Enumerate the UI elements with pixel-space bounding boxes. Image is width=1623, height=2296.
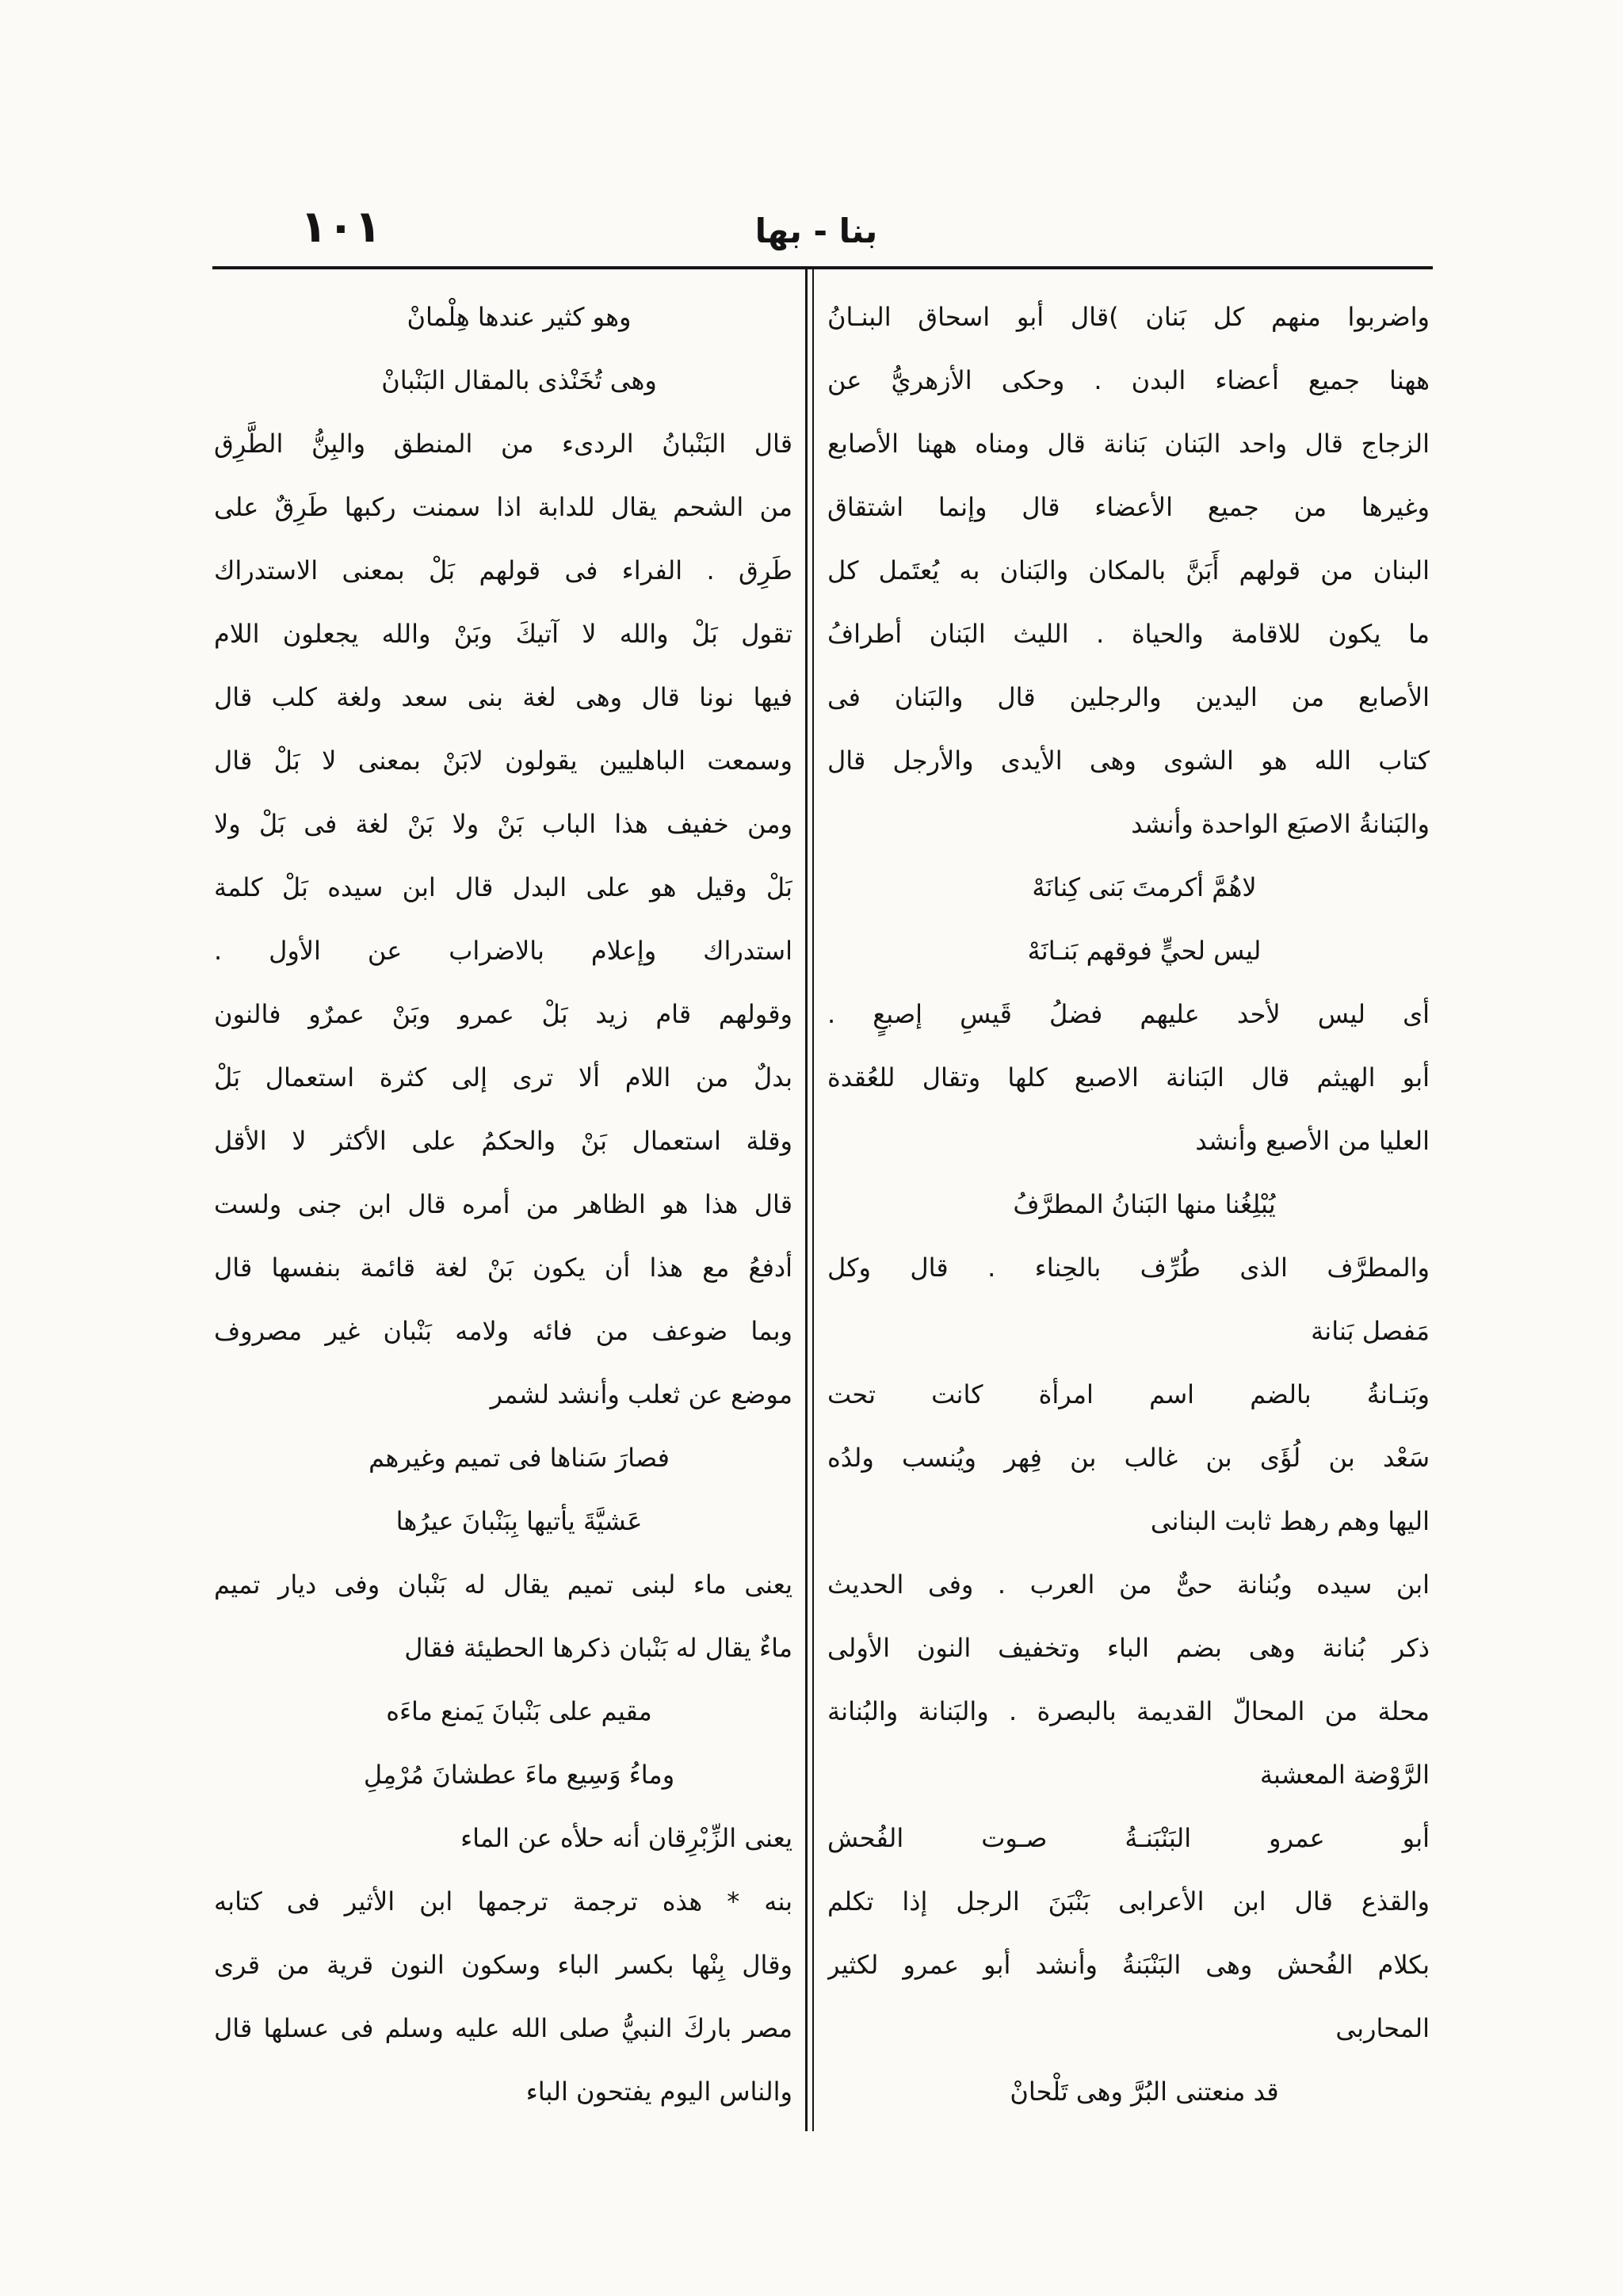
text-line: ذكر بُنانة وهى بضم الباء وتخفيف النون الأولى [827, 1633, 1430, 1663]
text-line: ابن سيده وبُنانة حىٌّ من العرب . وفى الحديث [827, 1569, 1430, 1600]
text-line: اليها وهم رهط ثابت البنانى [1150, 1506, 1430, 1536]
text-line: وغيرها من جميع الأعضاء قال وإنما اشتقاق [827, 492, 1430, 522]
text-line: والقذع قال ابن الأعرابى بَنْبَنَ الرجل إذا تكلم [827, 1886, 1430, 1917]
text-line: وقال بِنْها بكسر الباء وسكون النون قرية من قرى [214, 1950, 792, 1980]
verse-line: ليس لحيٍّ فوقهم بَنـانَهْ [1027, 936, 1262, 966]
text-line: ههنا جميع أعضاء البدن . وحكى الأزهريُّ عن [827, 365, 1430, 395]
text-line: يعنى ماء لبنى تميم يقال له بَنْبان وفى ديار تميم [214, 1569, 792, 1600]
verse-line: يُبْلِغُنا منها البَنانُ المطرَّفُ [1013, 1189, 1276, 1219]
text-line: البنان من قولهم أَبَنَّ بالمكان والبَنان به يُعتَمل كل [827, 555, 1430, 585]
verse-line: لاهُمَّ أكرمتَ بَنى كِنانَهْ [1032, 872, 1257, 902]
text-line: يعنى الزِّبْرِقان أنه حلأه عن الماء [460, 1823, 792, 1853]
text-line: موضع عن ثعلب وأنشد لشمر [490, 1379, 792, 1409]
verse-line: وهى تُخَنْذى بالمقال البَنْبانْ [381, 365, 657, 395]
text-line: استدراك وإعلام بالاضراب عن الأول . [214, 936, 792, 966]
text-line: سَعْد بن لُؤَى بن غالب بن فِهر ويُنسب ولدُه [827, 1443, 1430, 1473]
verse-line: قد منعتنى البُرَّ وهى تَلْحانْ [1010, 2077, 1279, 2107]
text-line: وبَنـانةُ بالضم اسم امرأة كانت تحت [827, 1379, 1430, 1409]
text-line: وقلة استعمال بَنْ والحكمُ على الأكثر لا الأقل [214, 1126, 792, 1156]
right-column [827, 285, 1430, 2131]
text-line: العليا من الأصبع وأنشد [1195, 1126, 1430, 1156]
text-line: واضربوا منهم كل بَنان )قال أبو اسحاق البنـانُ [827, 302, 1430, 332]
text-line: الأصابع من اليدين والرجلين قال والبَنان فى [827, 682, 1430, 712]
text-line: بدلٌ من اللام ألا ترى إلى كثرة استعمال بَلْ [214, 1062, 792, 1093]
text-line: أبو عمرو البَنْبَنـةُ صـوت الفُحش [827, 1823, 1430, 1853]
text-line: والبَنانةُ الاصبَع الواحدة وأنشد [1131, 809, 1430, 839]
text-line: قال هذا هو الظاهر من أمره قال ابن جنى ولست [214, 1189, 792, 1219]
verse-line: مقيم على بَنْبانَ يَمنع ماءَه [386, 1696, 652, 1726]
text-line: ومن خفيف هذا الباب بَنْ ولا بَنْ لغة فى بَلْ ولا [214, 809, 792, 839]
text-line: قال البَنْبانُ الردىء من المنطق والبِنُّ الطَّرِق [214, 429, 792, 459]
text-line: أبو الهيثم قال البَنانة الاصبع كلها وتقال للعُقدة [827, 1062, 1430, 1093]
verse-line: وهو كثير عندها هِلْمانْ [407, 302, 632, 332]
text-line: وبما ضوعف من فائه ولامه بَنْبان غير مصروف [214, 1316, 792, 1346]
text-line: وسمعت الباهليين يقولون لابَنْ بمعنى لا بَلْ قال [214, 746, 792, 776]
text-line: تقول بَلْ والله لا آتيكَ وبَنْ والله يجعلون اللام [214, 619, 792, 649]
text-line: طَرِق . الفراء فى قولهم بَلْ بمعنى الاستدراك [214, 555, 792, 585]
text-line: كتاب الله هو الشوى وهى الأيدى والأرجل قال [827, 746, 1430, 776]
text-line: مَفصل بَنانة [1311, 1316, 1430, 1346]
left-column [214, 285, 792, 2131]
text-line: ما يكون للاقامة والحياة . الليث البَنان أطرافُ [827, 619, 1430, 649]
text-line: المحاربى [1335, 2013, 1430, 2043]
text-line: بنه * هذه ترجمة ترجمها ابن الأثير فى كتابه [214, 1886, 792, 1917]
text-line: الزجاج قال واحد البَنان بَنانة قال ومناه ههنا الأصابع [827, 429, 1430, 459]
page-number: ١٠١ [300, 201, 382, 253]
text-line: أى ليس لأحد عليهم فضلُ قَيسِ إصبعٍ . [827, 999, 1430, 1029]
column-divider [805, 269, 814, 2131]
text-line: الرَّوْضة المعشبة [1259, 1760, 1430, 1790]
text-line: مصر باركَ النبيُّ صلى الله عليه وسلم فى عسلها قال [214, 2013, 792, 2043]
header-rule [212, 266, 1433, 269]
text-line: فيها نونا قال وهى لغة بنى سعد ولغة كلب قال [214, 682, 792, 712]
text-line: بكلام الفُحش وهى البَنْبَنةُ وأنشد أبو عمرو لكثير [827, 1950, 1430, 1980]
verse-line: وماءُ وَسِيع ماءَ عطشانَ مُرْمِلِ [363, 1760, 675, 1790]
text-line: والمطرَّف الذى طُرِّف بالحِناء . قال وكل [827, 1253, 1430, 1283]
text-line: وقولهم قام زيد بَلْ عمرو وبَنْ عمرٌو فالنون [214, 999, 792, 1029]
page-header-title: بنا - بها [754, 212, 878, 250]
text-line: ماءٌ يقال له بَنْبان ذكرها الحطيئة فقال [404, 1633, 792, 1663]
text-line: والناس اليوم يفتحون الباء [525, 2077, 792, 2107]
verse-line: عَشيَّةَ يأتيها بِبَنْبانَ عيرُها [395, 1506, 643, 1536]
verse-line: فصارَ سَناها فى تميم وغيرهم [369, 1443, 670, 1473]
text-line: من الشحم يقال للدابة اذا سمنت ركبها طَرِقٌ على [214, 492, 792, 522]
text-line: بَلْ وقيل هو على البدل قال ابن سيده بَلْ كلمة [214, 872, 792, 902]
text-line: محلة من المحالّ القديمة بالبصرة . والبَنانة والبُنانة [827, 1696, 1430, 1726]
text-line: أدفعُ مع هذا أن يكون بَنْ لغة قائمة بنفسها قال [214, 1253, 792, 1283]
